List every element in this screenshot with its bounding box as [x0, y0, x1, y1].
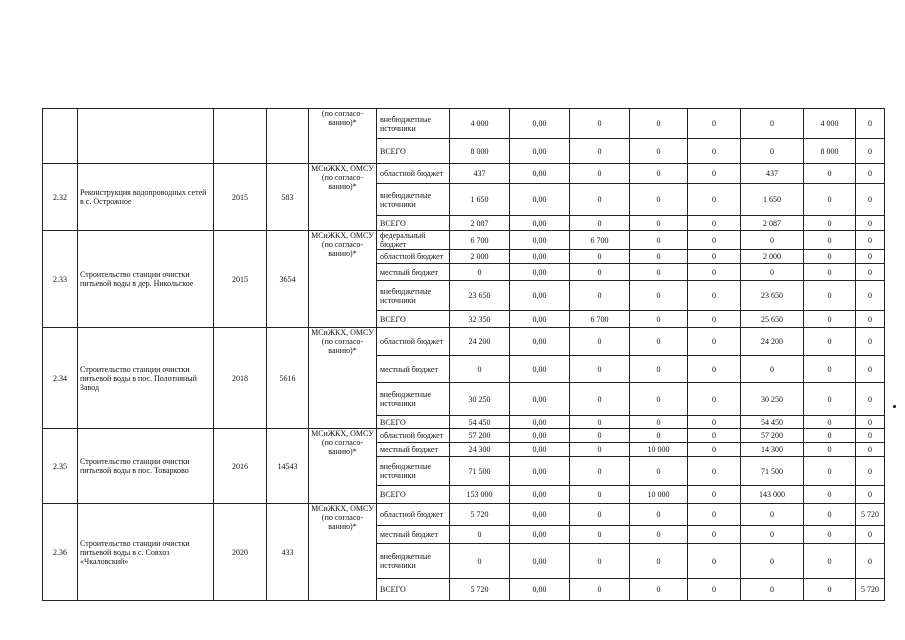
year-cell: 2016 [214, 429, 267, 504]
amount-cell: 0 [688, 526, 741, 544]
amount-cell: 0,00 [510, 429, 570, 443]
financing-table [42, 108, 885, 601]
amount-cell: 0,00 [510, 164, 570, 184]
amount-cell: 5 720 [856, 579, 885, 601]
amount-cell: 0 [856, 429, 885, 443]
amount-cell: 0 [688, 429, 741, 443]
amount-cell: 0 [688, 504, 741, 526]
amount-cell: 24 200 [741, 328, 804, 356]
amount-cell: 0 [570, 216, 630, 231]
amount-cell: 10 000 [630, 443, 688, 457]
amount-cell: 0 [856, 164, 885, 184]
amount-cell: 0 [804, 457, 856, 486]
executor-cell: МСиЖКХ, ОМСУ (по согласо-ванию)* [309, 429, 377, 504]
row-number-cell: 2.33 [43, 231, 78, 328]
amount-cell: 0 [804, 231, 856, 250]
amount-cell: 4 000 [804, 109, 856, 139]
row-number-cell: 2.32 [43, 164, 78, 231]
funding-source-cell: ВСЕГО [377, 579, 450, 601]
amount-cell: 143 000 [741, 486, 804, 504]
amount-cell: 5 720 [450, 579, 510, 601]
object-name-cell: Строительство станции очистки питьевой воды в дер. Никольское [78, 231, 214, 328]
amount-cell: 153 000 [450, 486, 510, 504]
amount-cell: 0 [630, 139, 688, 164]
amount-cell: 0 [804, 429, 856, 443]
amount-cell: 0,00 [510, 383, 570, 416]
table-row [43, 109, 885, 139]
capacity-cell: 433 [267, 504, 309, 601]
amount-cell: 0,00 [510, 184, 570, 216]
amount-cell: 0,00 [510, 504, 570, 526]
amount-cell: 0 [856, 109, 885, 139]
amount-cell: 0 [804, 356, 856, 383]
amount-cell: 0 [688, 383, 741, 416]
amount-cell: 0 [570, 264, 630, 281]
amount-cell: 0 [570, 328, 630, 356]
amount-cell: 57 200 [741, 429, 804, 443]
amount-cell: 0,00 [510, 416, 570, 429]
funding-source-cell: ВСЕГО [377, 139, 450, 164]
amount-cell: 0 [630, 109, 688, 139]
amount-cell: 0 [570, 526, 630, 544]
amount-cell: 0 [570, 544, 630, 579]
capacity-cell: 14543 [267, 429, 309, 504]
object-name-cell [78, 109, 214, 164]
funding-source-cell: федеральный бюджет [377, 231, 450, 250]
amount-cell: 0 [630, 383, 688, 416]
amount-cell: 24 200 [450, 328, 510, 356]
amount-cell: 0 [804, 504, 856, 526]
amount-cell: 0 [630, 311, 688, 328]
funding-source-cell: ВСЕГО [377, 311, 450, 328]
amount-cell: 0 [688, 311, 741, 328]
amount-cell: 23 650 [741, 281, 804, 311]
amount-cell: 0 [804, 544, 856, 579]
amount-cell: 0 [856, 184, 885, 216]
amount-cell: 0 [804, 281, 856, 311]
amount-cell: 437 [450, 164, 510, 184]
row-number-cell: 2.34 [43, 328, 78, 429]
funding-source-cell: внебюджетные источники [377, 457, 450, 486]
amount-cell: 0 [804, 311, 856, 328]
funding-source-cell: местный бюджет [377, 526, 450, 544]
amount-cell: 8 000 [804, 139, 856, 164]
amount-cell: 0 [856, 311, 885, 328]
amount-cell: 0 [856, 486, 885, 504]
amount-cell: 0 [804, 250, 856, 264]
funding-source-cell: местный бюджет [377, 443, 450, 457]
amount-cell: 32 350 [450, 311, 510, 328]
funding-source-cell: местный бюджет [377, 356, 450, 383]
amount-cell: 0 [688, 486, 741, 504]
amount-cell: 0 [570, 416, 630, 429]
amount-cell: 0,00 [510, 544, 570, 579]
amount-cell: 0 [856, 383, 885, 416]
funding-source-cell: ВСЕГО [377, 486, 450, 504]
amount-cell: 0,00 [510, 457, 570, 486]
amount-cell: 0,00 [510, 356, 570, 383]
amount-cell: 0 [741, 231, 804, 250]
capacity-cell: 3654 [267, 231, 309, 328]
amount-cell: 0 [570, 383, 630, 416]
amount-cell: 0 [741, 139, 804, 164]
amount-cell: 0 [856, 544, 885, 579]
amount-cell: 5 720 [856, 504, 885, 526]
amount-cell: 6 700 [450, 231, 510, 250]
funding-source-cell: ВСЕГО [377, 216, 450, 231]
amount-cell: 14 300 [741, 443, 804, 457]
funding-source-cell: внебюджетные источники [377, 184, 450, 216]
row-number-cell: 2.35 [43, 429, 78, 504]
amount-cell: 0 [804, 264, 856, 281]
amount-cell: 0 [804, 443, 856, 457]
funding-source-cell: внебюджетные источники [377, 544, 450, 579]
amount-cell: 0 [688, 544, 741, 579]
object-name-cell: Строительство станции очистки питьевой воды в пос. Товарково [78, 429, 214, 504]
funding-source-cell: областной бюджет [377, 328, 450, 356]
amount-cell: 0 [856, 250, 885, 264]
amount-cell: 0 [804, 526, 856, 544]
amount-cell: 0 [688, 457, 741, 486]
amount-cell: 0,00 [510, 281, 570, 311]
amount-cell: 6 700 [570, 231, 630, 250]
executor-cell: МСиЖКХ, ОМСУ (по согласо-ванию)* [309, 504, 377, 601]
amount-cell: 0 [570, 184, 630, 216]
amount-cell: 0 [688, 416, 741, 429]
amount-cell: 0 [630, 264, 688, 281]
amount-cell: 0 [450, 544, 510, 579]
amount-cell: 0 [630, 184, 688, 216]
amount-cell: 0 [688, 231, 741, 250]
amount-cell: 54 450 [741, 416, 804, 429]
year-cell [214, 109, 267, 164]
amount-cell: 0 [570, 250, 630, 264]
amount-cell: 25 650 [741, 311, 804, 328]
amount-cell: 0 [856, 356, 885, 383]
amount-cell: 0 [688, 139, 741, 164]
amount-cell: 0 [688, 216, 741, 231]
amount-cell: 8 000 [450, 139, 510, 164]
amount-cell: 0 [741, 356, 804, 383]
amount-cell: 0 [570, 579, 630, 601]
amount-cell: 0 [570, 356, 630, 383]
amount-cell: 0 [741, 579, 804, 601]
executor-cell: МСиЖКХ, ОМСУ (по согласо-ванию)* [309, 164, 377, 231]
table-body [43, 109, 885, 601]
capacity-cell: 5616 [267, 328, 309, 429]
amount-cell: 0,00 [510, 264, 570, 281]
object-name-cell: Строительство станции очистки питьевой воды в с. Совхоз «Чкаловский» [78, 504, 214, 601]
amount-cell: 0 [688, 356, 741, 383]
amount-cell: 0 [688, 281, 741, 311]
amount-cell: 0 [856, 416, 885, 429]
amount-cell: 0 [856, 526, 885, 544]
amount-cell: 0 [741, 526, 804, 544]
amount-cell: 0 [630, 250, 688, 264]
amount-cell: 0 [570, 164, 630, 184]
amount-cell: 0 [804, 383, 856, 416]
amount-cell: 0 [804, 328, 856, 356]
amount-cell: 0 [804, 579, 856, 601]
amount-cell: 10 000 [630, 486, 688, 504]
amount-cell: 0 [688, 164, 741, 184]
amount-cell: 0 [856, 328, 885, 356]
amount-cell: 0 [630, 216, 688, 231]
amount-cell: 0,00 [510, 486, 570, 504]
funding-source-cell: областной бюджет [377, 504, 450, 526]
amount-cell: 0 [741, 504, 804, 526]
funding-source-cell: местный бюджет [377, 264, 450, 281]
year-cell: 2015 [214, 231, 267, 328]
amount-cell: 2 000 [741, 250, 804, 264]
amount-cell: 2 087 [450, 216, 510, 231]
amount-cell: 30 250 [450, 383, 510, 416]
funding-source-cell: областной бюджет [377, 250, 450, 264]
executor-cell: МСиЖКХ, ОМСУ (по согласо-ванию)* [309, 231, 377, 328]
amount-cell: 0 [630, 457, 688, 486]
amount-cell: 0,00 [510, 443, 570, 457]
amount-cell: 0 [570, 109, 630, 139]
amount-cell: 0 [688, 109, 741, 139]
amount-cell: 0 [630, 579, 688, 601]
amount-cell: 0,00 [510, 526, 570, 544]
amount-cell: 0 [570, 443, 630, 457]
table-row [43, 504, 885, 526]
amount-cell: 0,00 [510, 231, 570, 250]
amount-cell: 0 [630, 356, 688, 383]
table-row [43, 429, 885, 443]
row-number-cell: 2.36 [43, 504, 78, 601]
amount-cell: 0 [741, 264, 804, 281]
amount-cell: 0 [630, 328, 688, 356]
amount-cell: 0 [688, 264, 741, 281]
amount-cell: 1 650 [741, 184, 804, 216]
amount-cell: 0 [856, 457, 885, 486]
amount-cell: 0 [450, 526, 510, 544]
amount-cell: 0 [804, 164, 856, 184]
funding-source-cell: областной бюджет [377, 164, 450, 184]
amount-cell: 0 [856, 231, 885, 250]
amount-cell: 0 [630, 504, 688, 526]
amount-cell: 0 [630, 231, 688, 250]
amount-cell: 0 [804, 216, 856, 231]
amount-cell: 0 [856, 281, 885, 311]
amount-cell: 0 [804, 184, 856, 216]
amount-cell: 30 250 [741, 383, 804, 416]
capacity-cell [267, 109, 309, 164]
amount-cell: 0,00 [510, 139, 570, 164]
amount-cell: 71 500 [450, 457, 510, 486]
amount-cell: 0 [630, 416, 688, 429]
amount-cell: 71 500 [741, 457, 804, 486]
table-row [43, 231, 885, 250]
margin-dot [893, 405, 896, 408]
amount-cell: 0,00 [510, 250, 570, 264]
amount-cell: 0 [570, 281, 630, 311]
amount-cell: 0 [630, 544, 688, 579]
amount-cell: 24 300 [450, 443, 510, 457]
amount-cell: 2 000 [450, 250, 510, 264]
amount-cell: 0 [630, 429, 688, 443]
amount-cell: 0 [630, 526, 688, 544]
amount-cell: 0,00 [510, 328, 570, 356]
amount-cell: 2 087 [741, 216, 804, 231]
row-number-cell [43, 109, 78, 164]
amount-cell: 6 700 [570, 311, 630, 328]
amount-cell: 0 [856, 216, 885, 231]
object-name-cell: Реконструкция водопроводных сетей в с. Острожное [78, 164, 214, 231]
amount-cell: 0 [688, 328, 741, 356]
amount-cell: 0 [570, 429, 630, 443]
amount-cell: 0,00 [510, 109, 570, 139]
amount-cell: 0,00 [510, 311, 570, 328]
year-cell: 2020 [214, 504, 267, 601]
amount-cell: 4 000 [450, 109, 510, 139]
amount-cell: 0 [688, 250, 741, 264]
amount-cell: 0 [688, 184, 741, 216]
amount-cell: 0 [450, 264, 510, 281]
funding-source-cell: внебюджетные источники [377, 109, 450, 139]
amount-cell: 0 [804, 486, 856, 504]
amount-cell: 0 [570, 504, 630, 526]
amount-cell: 0 [856, 264, 885, 281]
amount-cell: 0 [630, 281, 688, 311]
amount-cell: 54 450 [450, 416, 510, 429]
amount-cell: 0 [688, 579, 741, 601]
amount-cell: 0 [804, 416, 856, 429]
amount-cell: 0 [856, 139, 885, 164]
amount-cell: 0 [856, 443, 885, 457]
amount-cell: 0 [570, 457, 630, 486]
amount-cell: 0 [630, 164, 688, 184]
object-name-cell: Строительство станции очистки питьевой воды в пос. Полотняный Завод [78, 328, 214, 429]
executor-cell: МСиЖКХ, ОМСУ (по согласо-ванию)* [309, 328, 377, 429]
amount-cell: 0,00 [510, 579, 570, 601]
funding-source-cell: внебюджетные источники [377, 383, 450, 416]
year-cell: 2018 [214, 328, 267, 429]
funding-source-cell: ВСЕГО [377, 416, 450, 429]
amount-cell: 0 [450, 356, 510, 383]
amount-cell: 0,00 [510, 216, 570, 231]
amount-cell: 0 [741, 109, 804, 139]
funding-source-cell: внебюджетные источники [377, 281, 450, 311]
document-sheet [42, 108, 884, 601]
executor-cell: (по согласо-ванию)* [309, 109, 377, 164]
amount-cell: 57 200 [450, 429, 510, 443]
amount-cell: 0 [741, 544, 804, 579]
amount-cell: 1 650 [450, 184, 510, 216]
amount-cell: 5 720 [450, 504, 510, 526]
table-row [43, 164, 885, 184]
table-row [43, 328, 885, 356]
year-cell: 2015 [214, 164, 267, 231]
funding-source-cell: областной бюджет [377, 429, 450, 443]
amount-cell: 437 [741, 164, 804, 184]
amount-cell: 23 650 [450, 281, 510, 311]
amount-cell: 0 [688, 443, 741, 457]
amount-cell: 0 [570, 139, 630, 164]
amount-cell: 0 [570, 486, 630, 504]
capacity-cell: 583 [267, 164, 309, 231]
